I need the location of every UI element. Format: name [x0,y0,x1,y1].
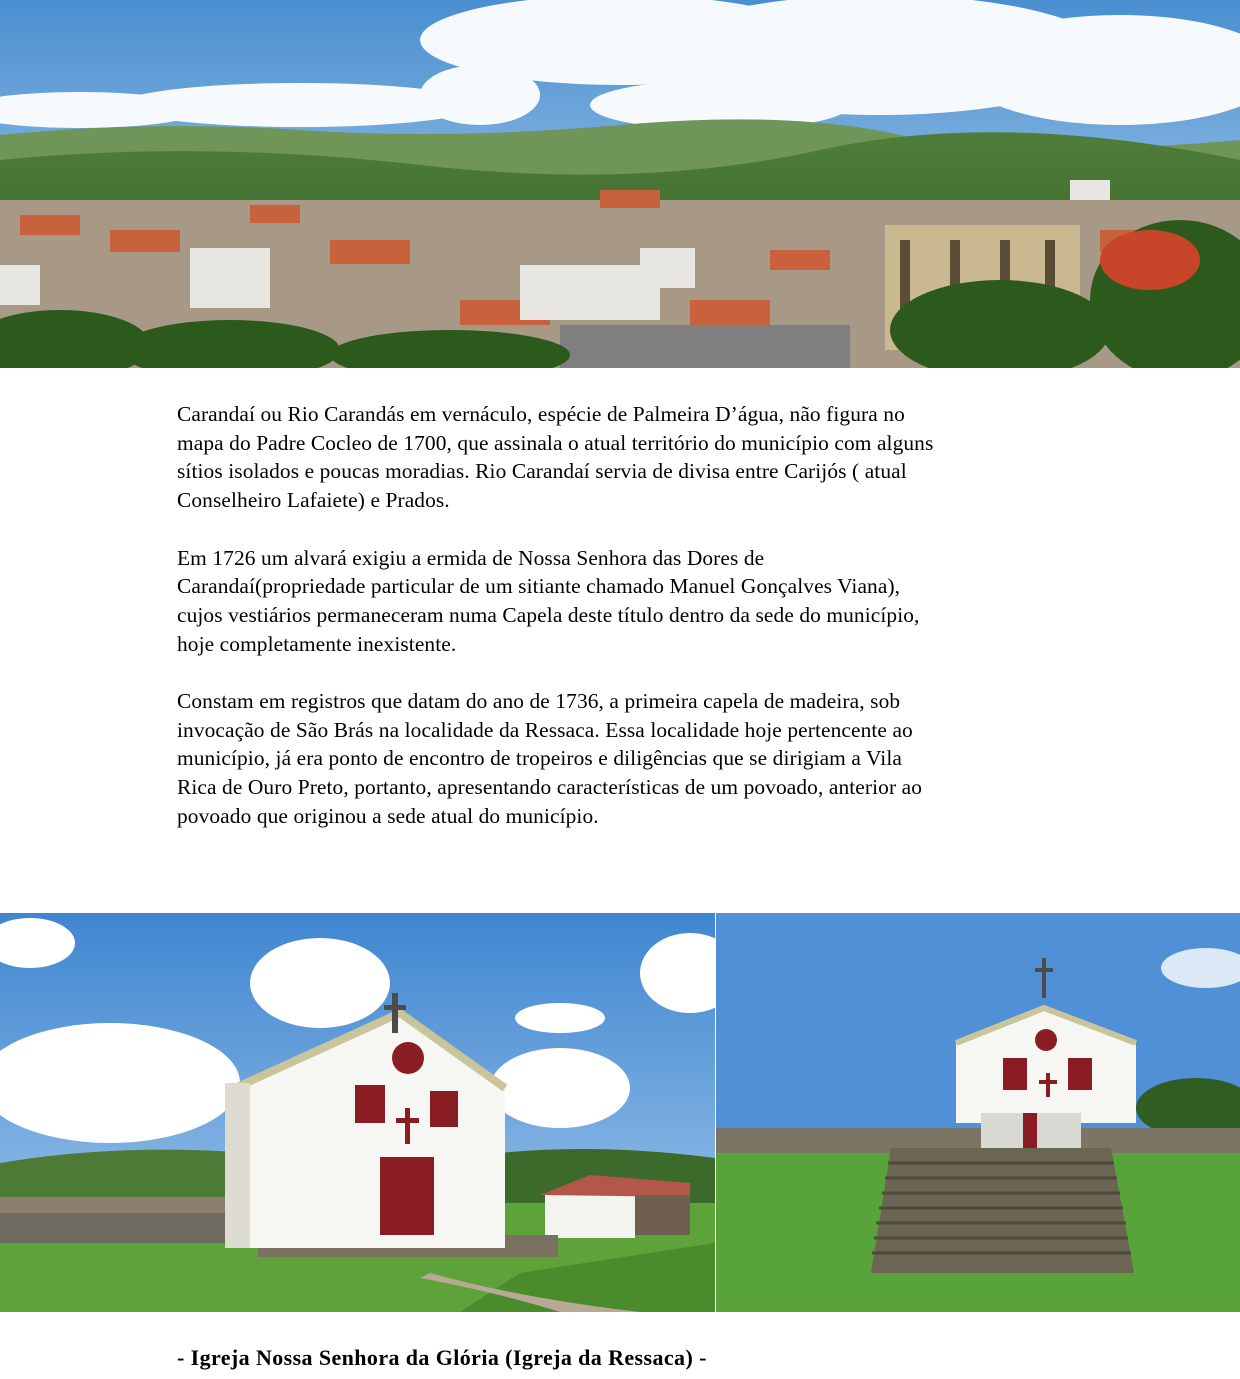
paragraph: Carandaí ou Rio Carandás em vernáculo, espécie de Palmeira D’água, não figura no mapa do Padre Cocleo de 1700, que assinala o atual território do município com alguns sítios isolados e poucas moradias. Rio Carandaí servia de divisa entre Carijós ( atual Conselheiro Lafaiete) e Prados. [177,402,934,513]
article-body [177,400,1067,859]
photo-caption: - Igreja Nossa Senhora da Glória (Igreja da Ressaca) - [177,1345,707,1370]
panorama-image [0,0,1240,368]
paragraph: Constam em registros que datam do ano de 1736, a primeira capela de madeira, sob invocação de São Brás na localidade da Ressaca. Essa localidade hoje pertencente ao município, já era ponto de encontro de tropeiros e diligências que se dirigiam a Vila Rica de Ouro Preto, portanto, apresentando características de um povoado, anterior ao povoado que originou a sede atual do município. [177,689,923,828]
church-steps-image [716,913,1240,1312]
paragraph: Em 1726 um alvará exigiu a ermida de Nossa Senhora das Dores de Carandaí(propriedade particular de um sitiante chamado Manuel Gonçalves Viana), cujos vestiários permaneceram numa Capela deste título dentro da sede do município, hoje completamente inexistente. [177,545,920,656]
church-front-image [0,913,715,1312]
